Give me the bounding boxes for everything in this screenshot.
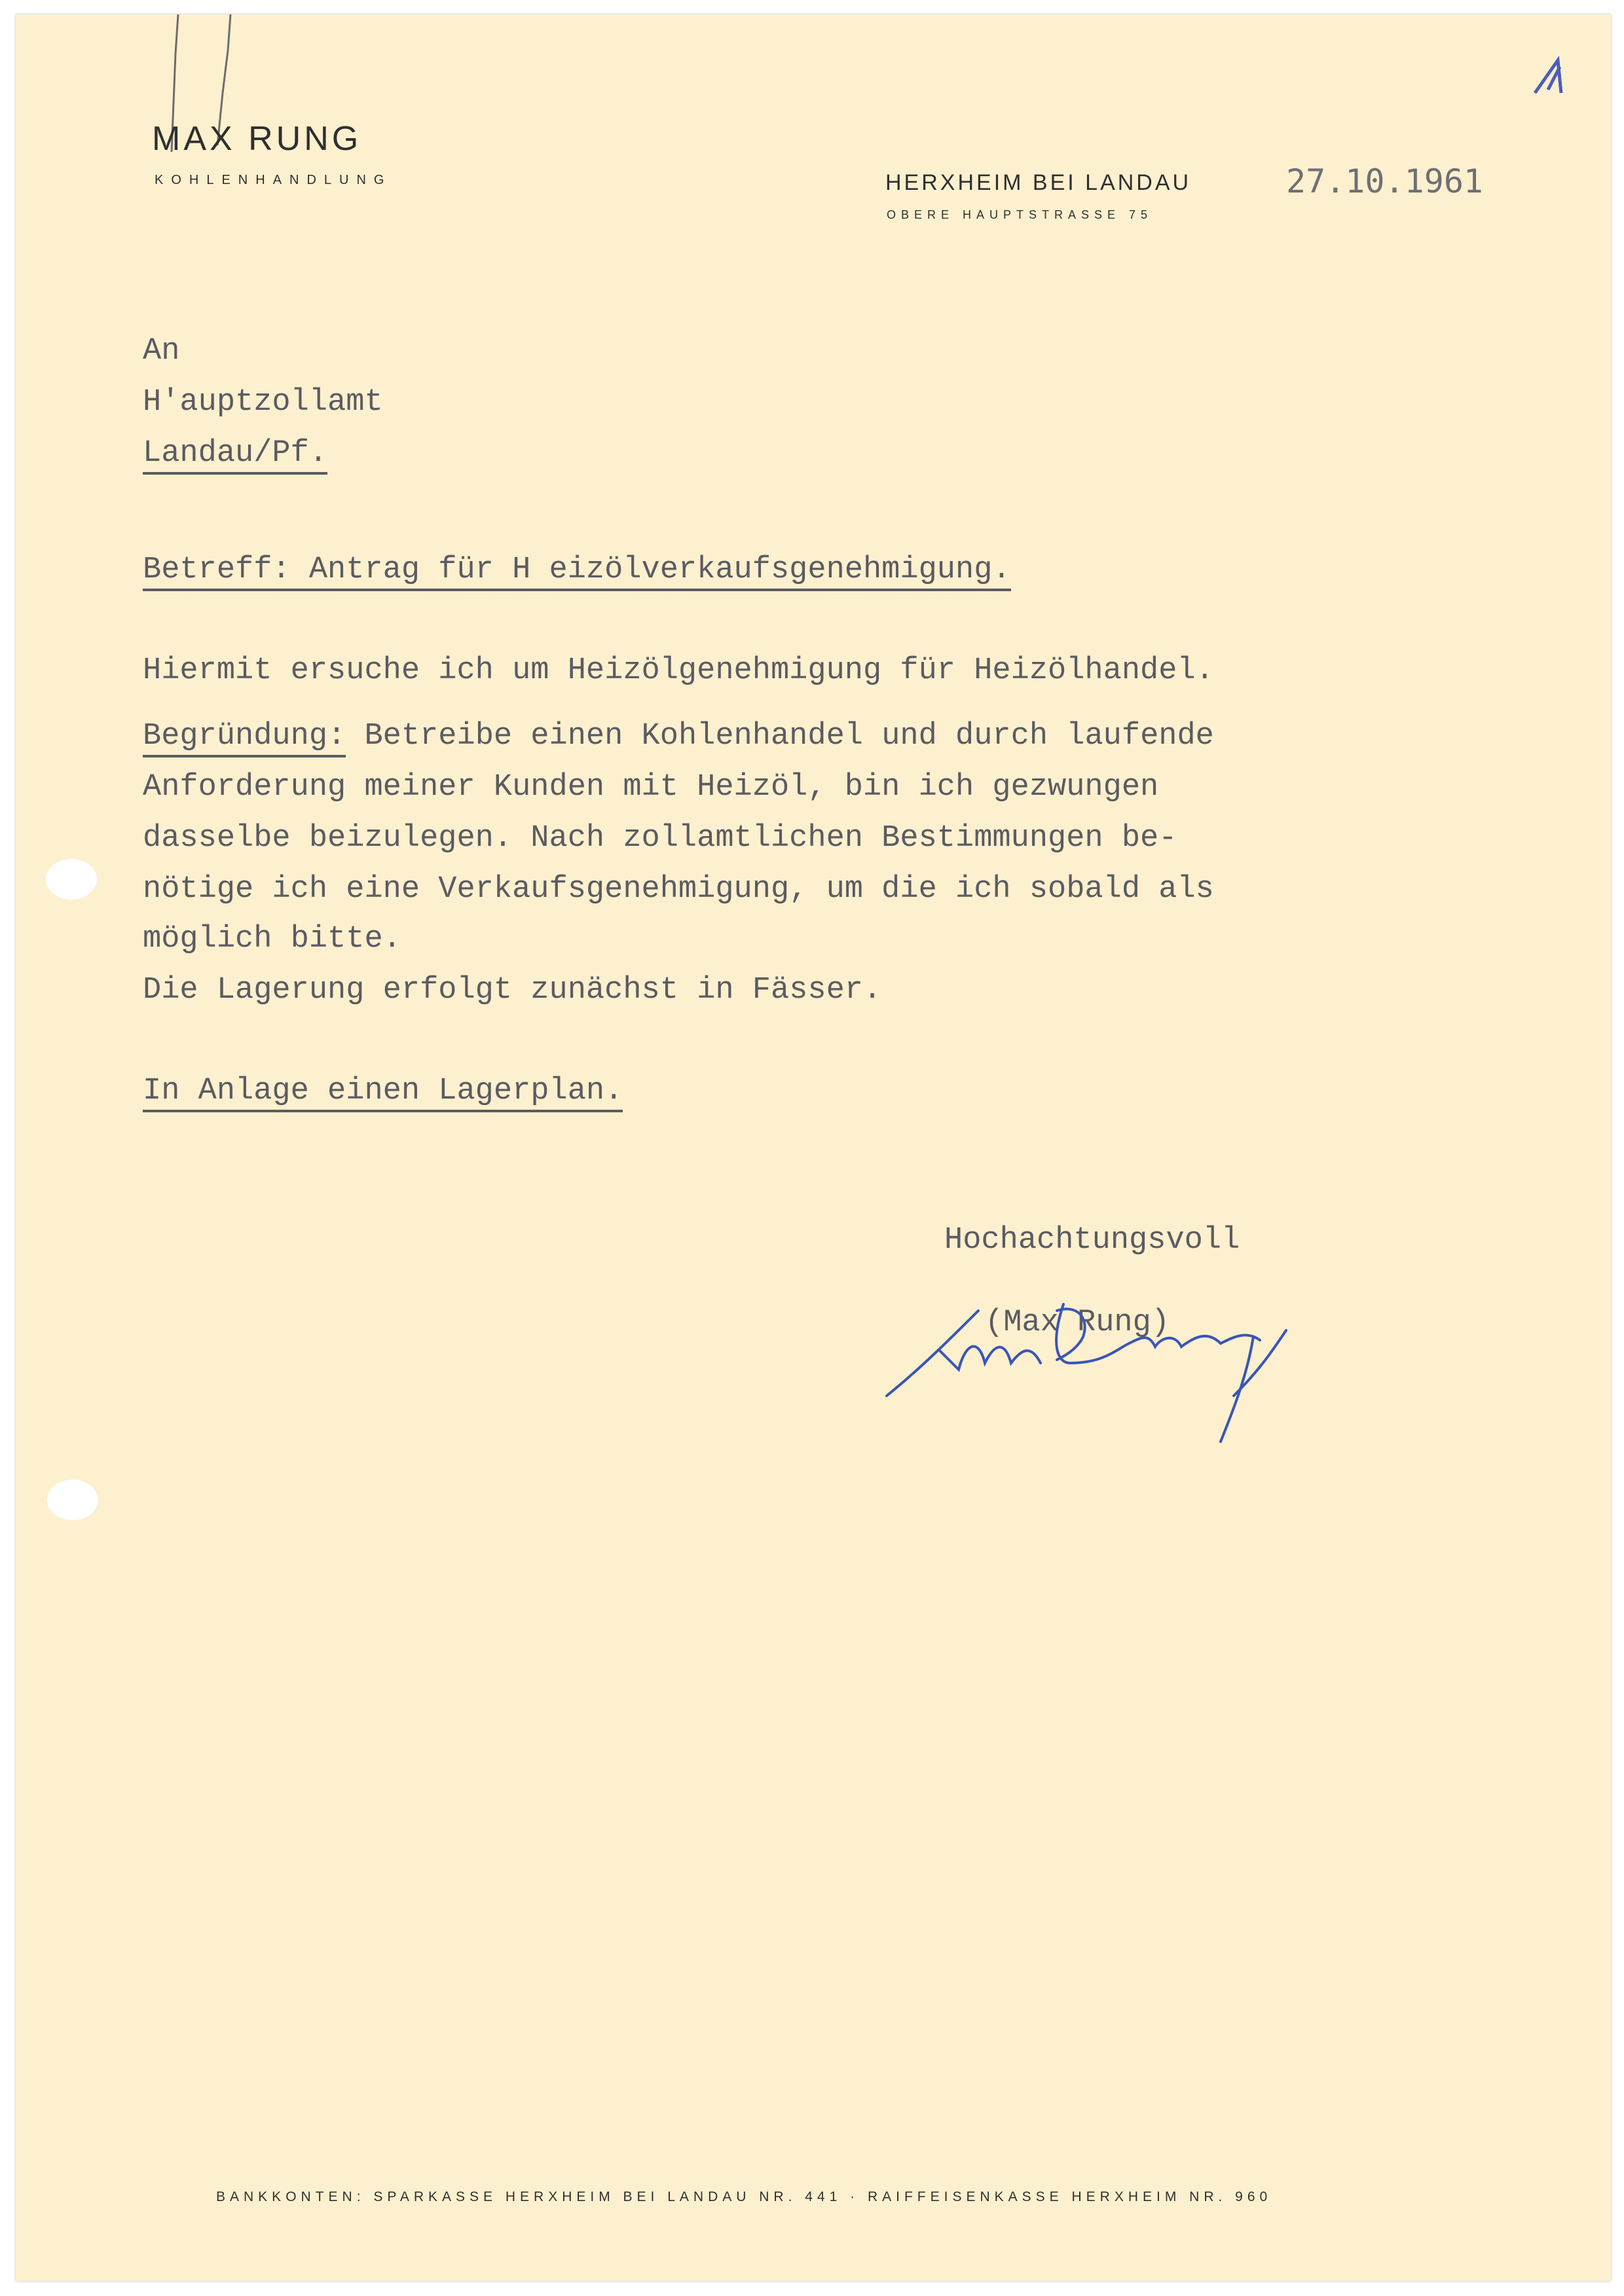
punch-hole-top (46, 859, 97, 900)
reason-text-1: Betreibe einen Kohlenhandel und durch laufende (346, 719, 1214, 754)
punch-hole-bottom (47, 1480, 98, 1520)
recipient-line-2: H'auptzollamt (143, 385, 383, 420)
recipient-line-1: An (143, 334, 180, 369)
sender-place: HERXHEIM BEI LANDAU (885, 170, 1192, 195)
body-reason-line-2: Anforderung meiner Kunden mit Heizöl, bin ich gezwungen (143, 770, 1159, 805)
recipient-line-3: Landau/Pf. (143, 436, 327, 475)
body-storage: Die Lagerung erfolgt zunächst in Fässer. (143, 973, 882, 1008)
subject-line: Betreff: Antrag für H eizölverkaufsgenehmigung. (143, 553, 1011, 591)
body-reason-line-5: möglich bitte. (143, 922, 401, 957)
footer-bank-info: BANKKONTEN: SPARKASSE HERXHEIM BEI LANDAU NR. 441 · RAIFFEISENKASSE HERXHEIM NR. 960 (216, 2189, 1272, 2204)
body-reason-line-3: dasselbe beizulegen. Nach zollamtlichen Bestimmungen be- (143, 821, 1177, 856)
company-subtitle: KOHLENHANDLUNG (155, 173, 392, 187)
body-reason-line-1 (143, 719, 1214, 754)
reason-label: Begründung: (143, 719, 346, 757)
letter-page (16, 14, 1611, 2281)
page-number-mark (1528, 54, 1574, 106)
sender-street: OBERE HAUPTSTRASSE 75 (887, 208, 1153, 221)
body-reason-line-4: nötige ich eine Verkaufsgenehmigung, um die ich sobald als (143, 872, 1214, 907)
closing-salutation: Hochachtungsvoll (944, 1223, 1240, 1258)
letter-date: 27.10.1961 (1286, 162, 1484, 200)
company-name: MAX RUNG (152, 120, 362, 158)
typed-name: (Max Rung) (985, 1305, 1170, 1340)
signature (867, 1265, 1391, 1461)
body-enclosure: In Anlage einen Lagerplan. (143, 1074, 623, 1112)
body-intro: Hiermit ersuche ich um Heizölgenehmigung für Heizölhandel. (143, 653, 1214, 688)
